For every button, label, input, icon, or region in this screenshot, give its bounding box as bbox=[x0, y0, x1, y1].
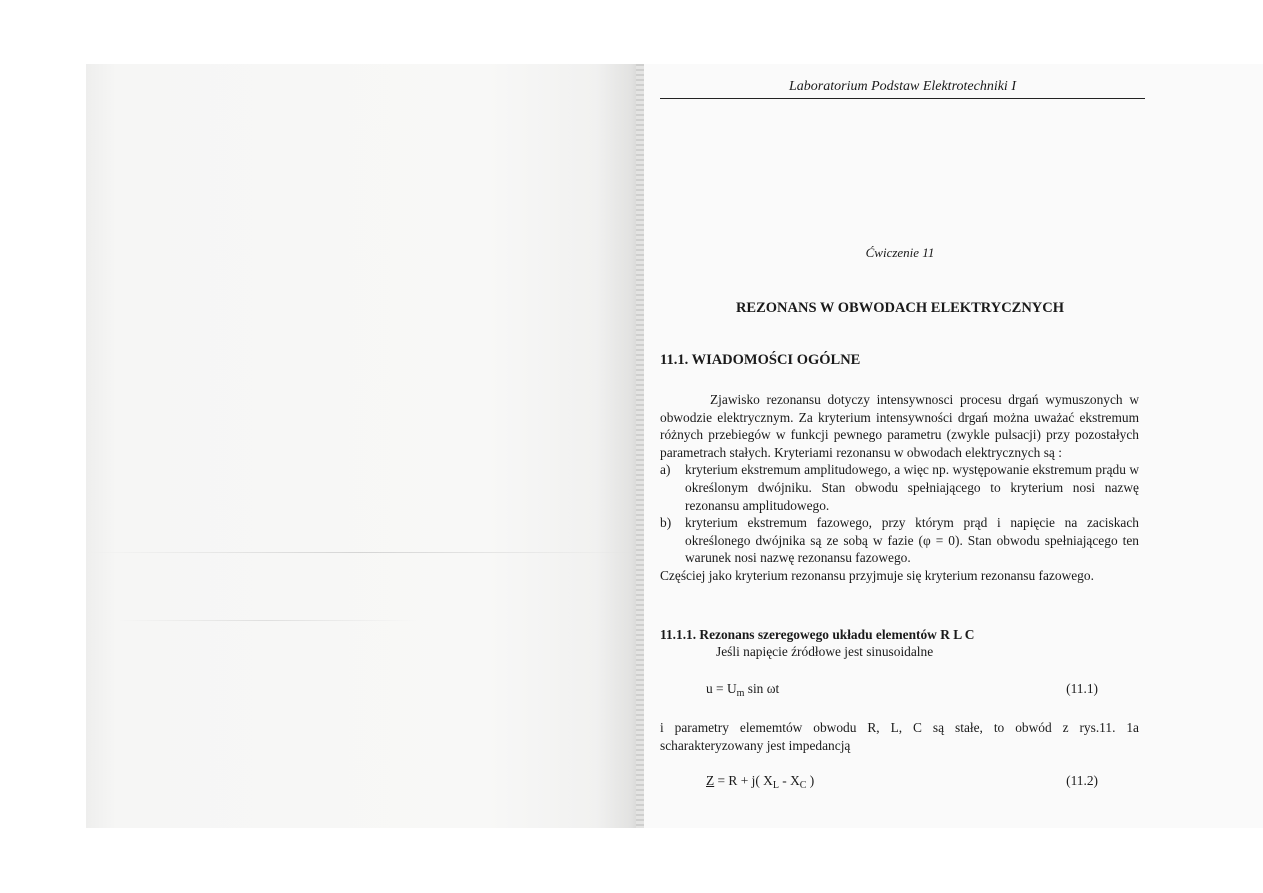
left-page-blank bbox=[86, 64, 638, 828]
exercise-label: Ćwiczenie 11 bbox=[865, 245, 935, 260]
book-gutter bbox=[636, 64, 644, 828]
criterion-b bbox=[660, 514, 1139, 567]
equation-11-1 bbox=[706, 681, 779, 697]
criterion-a bbox=[660, 461, 1139, 514]
running-head: Laboratorium Podstaw Elektrotechniki I bbox=[789, 79, 1016, 94]
chapter-title: REZONANS W OBWODACH ELEKTRYCZNYCH bbox=[735, 300, 1065, 316]
eq1-lhs: u = U bbox=[706, 681, 737, 696]
equation-number: (11.1) bbox=[1066, 681, 1098, 696]
parameters-paragraph: i parametry elememtów obwodu R, L, C są stałe, to obwód z rys.11. 1a scharakteryzowany jest impedancją bbox=[660, 720, 1139, 753]
intro-block bbox=[660, 391, 1139, 585]
criterion-text: kryterium ekstremum amplitudowego, a więc np. występowanie ekstremum prądu w określonym dwójniku. Stan obwodu spełniającego to kryterium nosi nazwę rezonansu amplitudowego. bbox=[685, 462, 1139, 513]
criterion-text: kryterium ekstremum fazowego, przy którym prąd i napięcie na zaciskach określonego dwójnika są ze sobą w fazie (φ = 0). Stan obwodu spełniającego ten warunek nosi nazwę rezonansu fazowego. bbox=[685, 515, 1139, 566]
eq2-sub-l: L bbox=[772, 780, 779, 791]
impedance-symbol: Z bbox=[706, 773, 715, 788]
equation-number: (11.2) bbox=[1066, 773, 1098, 788]
source-voltage-line: Jeśli napięcie źródłowe jest sinusoidalne bbox=[716, 644, 934, 659]
section-heading: 11.1. WIADOMOŚCI OGÓLNE bbox=[660, 352, 861, 368]
scan-smudge bbox=[116, 620, 416, 621]
subsection-heading: 11.1.1. Rezonans szeregowego układu elementów R L C bbox=[660, 627, 975, 642]
eq1-subscript: m bbox=[736, 688, 745, 699]
intro-paragraph: Zjawisko rezonansu dotyczy intensywnosci procesu drgań wymuszonych w obwodzie elektrycznym. Za kryterium intensywności drgań można uważać ekstremum różnych przebiegów w funkcji pewnego parametru (zwykle pulsacji) przy pozostałych parametrach stałych. Kryteriami rezonansu w obwodach elektrycznych są : bbox=[660, 392, 1139, 460]
criterion-label: a) bbox=[660, 462, 671, 478]
eq1-rhs: sin ωt bbox=[744, 681, 780, 696]
header-rule bbox=[660, 98, 1145, 99]
criterion-label: b) bbox=[660, 515, 672, 531]
closing-sentence: Częściej jako kryterium rezonansu przyjmuje się kryterium rezonansu fazowego. bbox=[660, 567, 1094, 583]
eq2-sub-c: C bbox=[799, 780, 807, 791]
eq2-part3: ) bbox=[806, 773, 815, 788]
equation-11-2 bbox=[706, 773, 814, 789]
eq2-part2: - X bbox=[778, 773, 800, 788]
eq2-part1: = R + j( X bbox=[714, 773, 773, 788]
scan-smudge bbox=[86, 552, 638, 553]
